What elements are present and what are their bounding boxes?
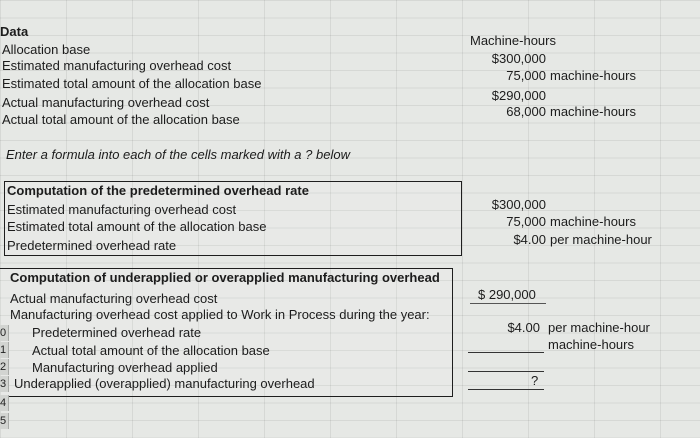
row-header-1[interactable]: 1 xyxy=(0,342,9,358)
row-header-5[interactable]: 5 xyxy=(0,413,9,429)
actual-total-base-unit: machine-hours xyxy=(550,104,636,119)
row-header-4[interactable]: 4 xyxy=(0,395,9,411)
est-total-base-value[interactable]: 75,000 xyxy=(506,68,546,83)
actual-total-base-value[interactable]: 68,000 xyxy=(506,104,546,119)
ua-applied-label: Manufacturing overhead cost applied to Work in Process during the year: xyxy=(10,307,430,322)
data-title: Data xyxy=(0,24,29,39)
ua-rate-unit: per machine-hour xyxy=(548,320,650,335)
row-header-0[interactable]: 0 xyxy=(0,325,9,341)
ua-actual-value[interactable]: $ 290,000 xyxy=(478,287,536,302)
est-total-base-label: Estimated total amount of the allocation base xyxy=(2,76,262,91)
actual-mo-cost-value[interactable]: $290,000 xyxy=(491,88,546,103)
pd-est-base-label: Estimated total amount of the allocation base xyxy=(7,219,267,234)
instruction-text: Enter a formula into each of the cells marked with a ? below xyxy=(6,147,350,162)
ua-applied-cell-line xyxy=(468,371,544,372)
ua-result-cell-line xyxy=(468,389,544,390)
ua-result-value[interactable]: ? xyxy=(531,373,539,388)
pd-est-cost-label: Estimated manufacturing overhead cost xyxy=(7,202,237,217)
est-total-base-unit: machine-hours xyxy=(550,68,636,83)
pd-est-base-value[interactable]: 75,000 xyxy=(506,214,546,229)
allocation-base-value[interactable]: Machine-hours xyxy=(470,33,556,48)
ua-rate-label: Predetermined overhead rate xyxy=(32,325,202,340)
allocation-base-label: Allocation base xyxy=(2,42,91,57)
pd-rate-unit: per machine-hour xyxy=(550,232,652,247)
ua-applied-total-label: Manufacturing overhead applied xyxy=(32,360,218,375)
ua-rate-value[interactable]: $4.00 xyxy=(507,320,540,335)
ua-base-label: Actual total amount of the allocation base xyxy=(32,343,270,358)
ua-base-unit: machine-hours xyxy=(548,337,634,352)
actual-mo-cost-label: Actual manufacturing overhead cost xyxy=(2,95,210,110)
pd-est-base-unit: machine-hours xyxy=(550,214,636,229)
ua-base-cell-line xyxy=(468,352,544,353)
pd-est-cost-value[interactable]: $300,000 xyxy=(491,197,546,212)
pd-rate-value[interactable]: $4.00 xyxy=(513,232,546,247)
pd-rate-label: Predetermined overhead rate xyxy=(7,238,177,253)
underapplied-title: Computation of underapplied or overapplied manufacturing overhead xyxy=(10,270,440,285)
ua-actual-label: Actual manufacturing overhead cost xyxy=(10,291,218,306)
ua-result-label: Underapplied (overapplied) manufacturing overhead xyxy=(14,376,315,391)
actual-total-base-label: Actual total amount of the allocation base xyxy=(2,112,240,127)
est-mo-cost-label: Estimated manufacturing overhead cost xyxy=(2,58,232,73)
row-header-3[interactable]: 3 xyxy=(0,376,9,392)
row-header-2[interactable]: 2 xyxy=(0,359,9,375)
predetermined-title: Computation of the predetermined overhead rate xyxy=(7,183,309,198)
est-mo-cost-value[interactable]: $300,000 xyxy=(491,51,546,66)
